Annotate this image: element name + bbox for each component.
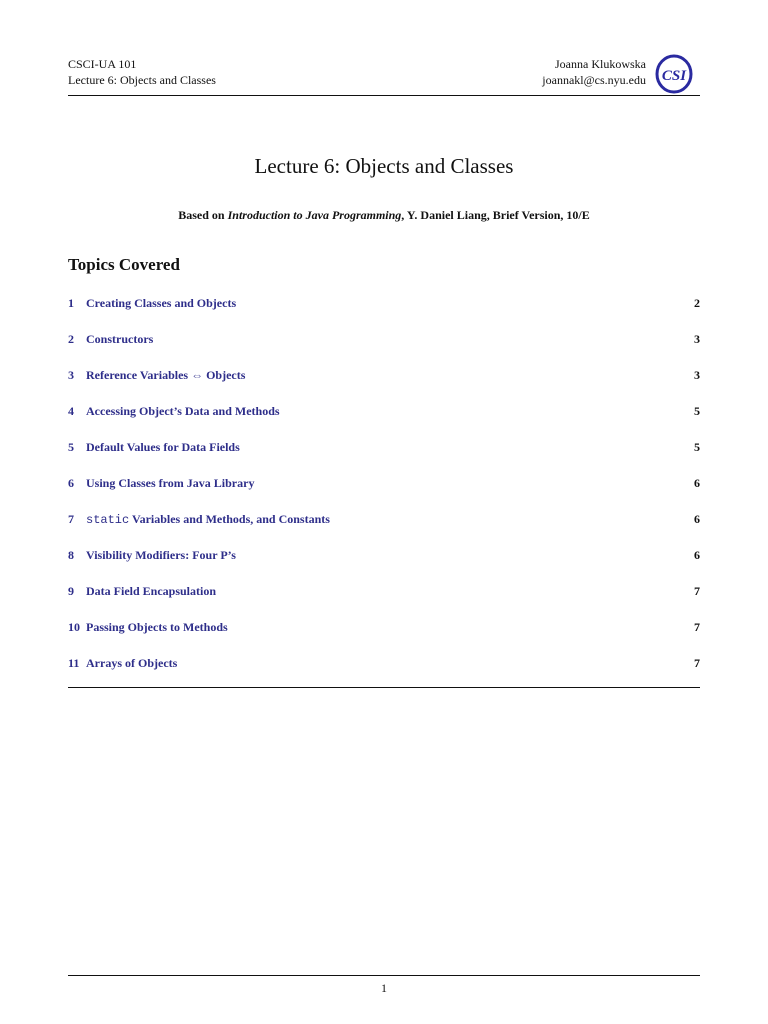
header-left	[68, 56, 216, 88]
toc-item-page: 6	[694, 476, 700, 490]
toc-item-number: 3	[68, 368, 74, 382]
toc-item-page: 2	[694, 296, 700, 310]
logo-text: CSI	[661, 68, 687, 84]
toc-item-label-text: Variables and Methods, and Constants	[129, 512, 330, 526]
subtitle-book: Introduction to Java Programming	[227, 208, 402, 222]
header-right	[542, 56, 646, 88]
toc-item[interactable]	[68, 366, 700, 384]
toc-item-number: 2	[68, 332, 74, 346]
document-subtitle	[0, 207, 768, 223]
toc-item-number: 8	[68, 548, 74, 562]
subtitle-suffix: , Y. Daniel Liang, Brief Version, 10/E	[401, 208, 590, 222]
toc-item-label[interactable]: Default Values for Data Fields	[86, 440, 240, 454]
toc-item[interactable]	[68, 438, 700, 456]
toc-divider	[68, 687, 700, 688]
toc-item[interactable]	[68, 654, 700, 672]
toc-item-label[interactable]: Reference Variables ⇔ Objects	[86, 368, 246, 382]
toc-item-page: 5	[694, 404, 700, 418]
toc-item-number: 4	[68, 404, 74, 418]
document-title: Lecture 6: Objects and Classes	[254, 154, 514, 178]
toc-item-number: 9	[68, 584, 74, 598]
toc-item[interactable]	[68, 582, 700, 600]
course-code: CSCI-UA 101	[68, 57, 137, 71]
topics-heading: Topics Covered	[68, 255, 180, 274]
toc-item-page: 6	[694, 548, 700, 562]
toc-item-label[interactable]: Creating Classes and Objects	[86, 296, 237, 310]
subtitle-prefix: Based on	[178, 208, 228, 222]
toc-item[interactable]	[68, 294, 700, 312]
toc-item[interactable]	[68, 330, 700, 348]
toc-item-page: 6	[694, 512, 700, 526]
toc-item-page: 7	[694, 584, 700, 598]
toc-item[interactable]	[68, 618, 700, 636]
toc-item-number: 7	[68, 512, 74, 526]
author-email: joannakl@cs.nyu.edu	[542, 73, 646, 87]
toc-item-number: 1	[68, 296, 74, 310]
toc-item-number: 6	[68, 476, 74, 490]
csi-logo	[654, 54, 694, 94]
toc-item-number: 5	[68, 440, 74, 454]
toc-item-label[interactable]: Visibility Modifiers: Four P’s	[86, 548, 236, 562]
toc-item-page: 7	[694, 656, 700, 670]
page-number: 1	[381, 981, 387, 995]
toc-item-page: 3	[694, 368, 700, 382]
toc-item-number: 11	[68, 656, 80, 670]
author-name: Joanna Klukowska	[555, 57, 646, 71]
toc-item-label[interactable]: Passing Objects to Methods	[86, 620, 228, 634]
toc-item-label[interactable]: Data Field Encapsulation	[86, 584, 217, 598]
toc-item-page: 7	[694, 620, 700, 634]
toc-item-page: 3	[694, 332, 700, 346]
toc-item[interactable]	[68, 510, 700, 528]
toc-item-label[interactable]: Using Classes from Java Library	[86, 476, 255, 490]
lecture-label: Lecture 6: Objects and Classes	[68, 73, 216, 87]
header-rule	[68, 95, 700, 96]
toc-item-label[interactable]: Constructors	[86, 332, 154, 346]
toc-item-page: 5	[694, 440, 700, 454]
footer-rule	[68, 975, 700, 976]
toc-item-label[interactable]: Arrays of Objects	[86, 656, 178, 670]
toc-item-number: 10	[68, 620, 80, 634]
toc-item-label[interactable]: Accessing Object’s Data and Methods	[86, 404, 280, 418]
toc-item[interactable]	[68, 474, 700, 492]
page-header	[68, 56, 700, 96]
toc-item[interactable]	[68, 402, 700, 420]
toc-item-label[interactable]	[86, 510, 330, 529]
toc-item[interactable]	[68, 546, 700, 564]
toc-item-code: static	[86, 513, 130, 527]
